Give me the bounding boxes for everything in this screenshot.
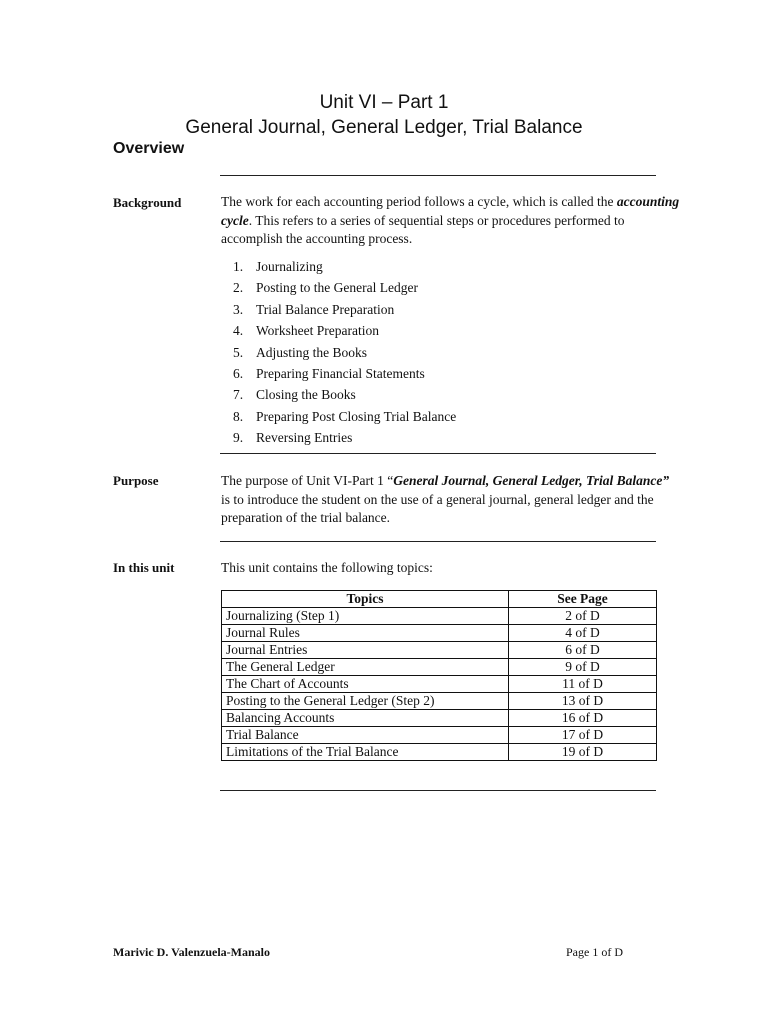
purpose-text-start: The purpose of Unit VI-Part 1 “ [221, 473, 394, 488]
unit-intro: This unit contains the following topics: [221, 560, 433, 575]
table-row [222, 642, 657, 659]
table-row [222, 727, 657, 744]
topic-cell: Posting to the General Ledger (Step 2) [222, 693, 509, 710]
divider [220, 541, 656, 542]
footer-author: Marivic D. Valenzuela-Manalo [113, 945, 270, 959]
page-cell: 2 of D [509, 608, 657, 625]
page-cell: 9 of D [509, 659, 657, 676]
step-number: 2. [233, 280, 244, 296]
page-cell: 19 of D [509, 744, 657, 761]
page-subtitle: General Journal, General Ledger, Trial Balance [185, 117, 583, 138]
background-text-end: . This refers to a series of sequential steps or procedures performed to accomplish the accounting process. [221, 212, 625, 246]
table-row [222, 693, 657, 710]
page-cell: 6 of D [509, 642, 657, 659]
table-row [222, 744, 657, 761]
step-text: Preparing Post Closing Trial Balance [256, 408, 457, 424]
step-text: Closing the Books [256, 387, 356, 403]
step-text: Worksheet Preparation [256, 323, 379, 339]
topics-table [221, 590, 657, 761]
step-text: Preparing Financial Statements [256, 365, 425, 381]
step-text: Reversing Entries [256, 430, 353, 446]
divider [220, 453, 656, 454]
see-page-header: See Page [509, 591, 657, 608]
topic-cell: Trial Balance [222, 727, 509, 744]
background-paragraph [221, 193, 681, 249]
topic-cell: Journal Entries [222, 642, 509, 659]
page-cell: 13 of D [509, 693, 657, 710]
page-cell: 16 of D [509, 710, 657, 727]
list-item [233, 258, 456, 279]
topics-header: Topics [222, 591, 509, 608]
step-number: 4. [233, 323, 244, 339]
step-text: Posting to the General Ledger [256, 280, 418, 296]
page-cell: 17 of D [509, 727, 657, 744]
unit-title-term: General Journal, General Ledger, Trial Balance” [393, 473, 670, 488]
overview-heading: Overview [113, 140, 185, 157]
background-label: Background [113, 195, 182, 210]
table-row [222, 608, 657, 625]
in-this-unit-label: In this unit [113, 560, 175, 575]
step-number: 6. [233, 365, 244, 381]
list-item [233, 408, 456, 429]
topic-cell: The General Ledger [222, 659, 509, 676]
step-number: 8. [233, 408, 244, 424]
purpose-paragraph [221, 472, 681, 528]
list-item [233, 429, 456, 450]
topic-cell: Journalizing (Step 1) [222, 608, 509, 625]
list-item [233, 344, 456, 365]
step-number: 1. [233, 259, 244, 274]
topic-cell: Journal Rules [222, 625, 509, 642]
accounting-cycle-term: accounting cycle [221, 194, 680, 228]
table-row [222, 625, 657, 642]
list-item [233, 365, 456, 386]
list-item [233, 322, 456, 343]
step-number: 9. [233, 430, 244, 446]
topic-cell: Limitations of the Trial Balance [222, 744, 509, 761]
table-header-row [222, 591, 657, 608]
topic-cell: The Chart of Accounts [222, 676, 509, 693]
accounting-cycle-steps [233, 258, 456, 451]
table-row [222, 676, 657, 693]
page-cell: 11 of D [509, 676, 657, 693]
step-number: 5. [233, 344, 244, 360]
topic-cell: Balancing Accounts [222, 710, 509, 727]
background-text-start: The work for each accounting period follows a cycle, which is called the [221, 194, 617, 209]
table-row [222, 659, 657, 676]
list-item [233, 279, 456, 300]
page-cell: 4 of D [509, 625, 657, 642]
purpose-label: Purpose [113, 473, 159, 488]
divider [220, 175, 656, 176]
list-item [233, 301, 456, 322]
purpose-text-end: is to introduce the student on the use of a general journal, general ledger and the preparation of the trial balance. [221, 491, 654, 525]
step-text: Adjusting the Books [256, 344, 368, 360]
step-text: Trial Balance Preparation [256, 301, 395, 317]
step-number: 3. [233, 301, 244, 317]
page-title: Unit VI – Part 1 [319, 92, 449, 113]
table-row [222, 710, 657, 727]
step-number: 7. [233, 387, 244, 403]
list-item [233, 386, 456, 407]
divider [220, 790, 656, 791]
footer-page-number: Page 1 of D [566, 945, 623, 959]
step-text: Journalizing [256, 259, 323, 274]
